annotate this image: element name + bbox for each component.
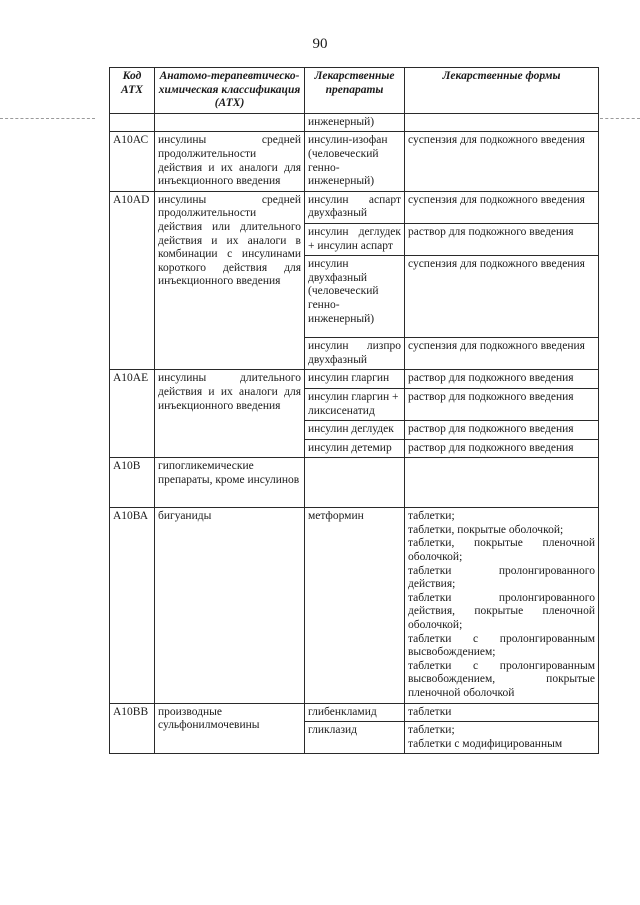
header-drugs: Лекарственные препараты [305,68,405,114]
drug-cell: глибенкламид [305,703,405,722]
form-cell: суспензия для подкожного введения [405,256,599,338]
code-cell: А10ВА [110,508,155,703]
drug-cell: инсулин лизпро двухфазный [305,338,405,370]
form-line: таблетки, покрытые пленочной оболочкой; [408,537,595,564]
table-row [110,703,599,722]
form-line: таблетки; [408,510,455,523]
drug-cell: инсулин гларгин [305,370,405,389]
drug-cell: инженерный) [305,113,405,132]
code-cell: А10ВВ [110,703,155,754]
form-line: таблетки пролонгированного действия, покрытые пленочной оболочкой; [408,591,595,632]
code-cell: А10АЕ [110,370,155,458]
header-code: Код АТХ [110,68,155,114]
drug-cell [305,458,405,508]
table-row [110,458,599,508]
form-line: таблетки с пролонгированным высвобождением; [408,632,595,659]
form-cell: раствор для подкожного введения [405,439,599,458]
code-cell: А10В [110,458,155,508]
atx-table [109,67,599,754]
drug-cell: гликлазид [305,722,405,754]
classification-cell: инсулины средней продолжительности действия и их аналоги для инъекционного введения [155,132,305,191]
drug-cell: инсулин деглудек [305,421,405,440]
form-cell [405,458,599,508]
classification-cell: бигуаниды [155,508,305,703]
drug-cell: инсулин деглудек + инсулин аспарт [305,223,405,255]
table-row [110,113,599,132]
code-cell: А10АС [110,132,155,191]
form-line: таблетки пролонгированного действия; [408,564,595,591]
classification-cell [155,113,305,132]
form-cell: суспензия для подкожного введения [405,132,599,191]
classification-cell: производные сульфонилмочевины [155,703,305,754]
form-cell: раствор для подкожного введения [405,388,599,420]
classification-cell: гипогликемические препараты, кроме инсулинов [155,458,305,508]
form-cell: суспензия для подкожного введения [405,191,599,223]
drug-cell: инсулин детемир [305,439,405,458]
header-classification: Анатомо-терапевтическо-химическая классификация (АТХ) [155,68,305,114]
scan-artifact-line [600,118,640,119]
form-cell: раствор для подкожного введения [405,421,599,440]
form-cell: раствор для подкожного введения [405,223,599,255]
form-cell [405,508,599,703]
scan-artifact-line [0,118,95,119]
drug-cell: инсулин-изофан (человеческий генно-инженерный) [305,132,405,191]
form-cell [405,722,599,754]
drug-cell: инсулин двухфазный (человеческий генно-инженерный) [305,256,405,338]
classification-cell: инсулины средней продолжительности действия или длительного действия и их аналоги в комбинации с инсулинами короткого действия для инъекционного введения [155,191,305,370]
drug-cell: инсулин гларгин + ликсисенатид [305,388,405,420]
form-cell [405,703,599,722]
form-line: таблетки; [408,724,455,737]
form-cell: суспензия для подкожного введения [405,338,599,370]
form-cell: раствор для подкожного введения [405,370,599,389]
form-cell [405,113,599,132]
table-row [110,370,599,389]
code-cell [110,113,155,132]
form-line: таблетки с модифицированным [408,737,563,750]
drug-cell: инсулин аспарт двухфазный [305,191,405,223]
classification-cell: инсулины длительного действия и их аналоги для инъекционного введения [155,370,305,458]
form-line: таблетки, покрытые оболочкой; [408,523,564,536]
table-row [110,508,599,703]
code-cell: А10AD [110,191,155,370]
drug-cell: метформин [305,508,405,703]
form-line: таблетки с пролонгированным высвобождением, покрытые пленочной оболочкой [408,659,595,699]
page-number: 90 [312,36,328,52]
table-row [110,191,599,223]
form-line: таблетки [408,705,452,718]
table-row [110,132,599,191]
table-header-row [110,68,599,114]
header-forms: Лекарственные формы [405,68,599,114]
